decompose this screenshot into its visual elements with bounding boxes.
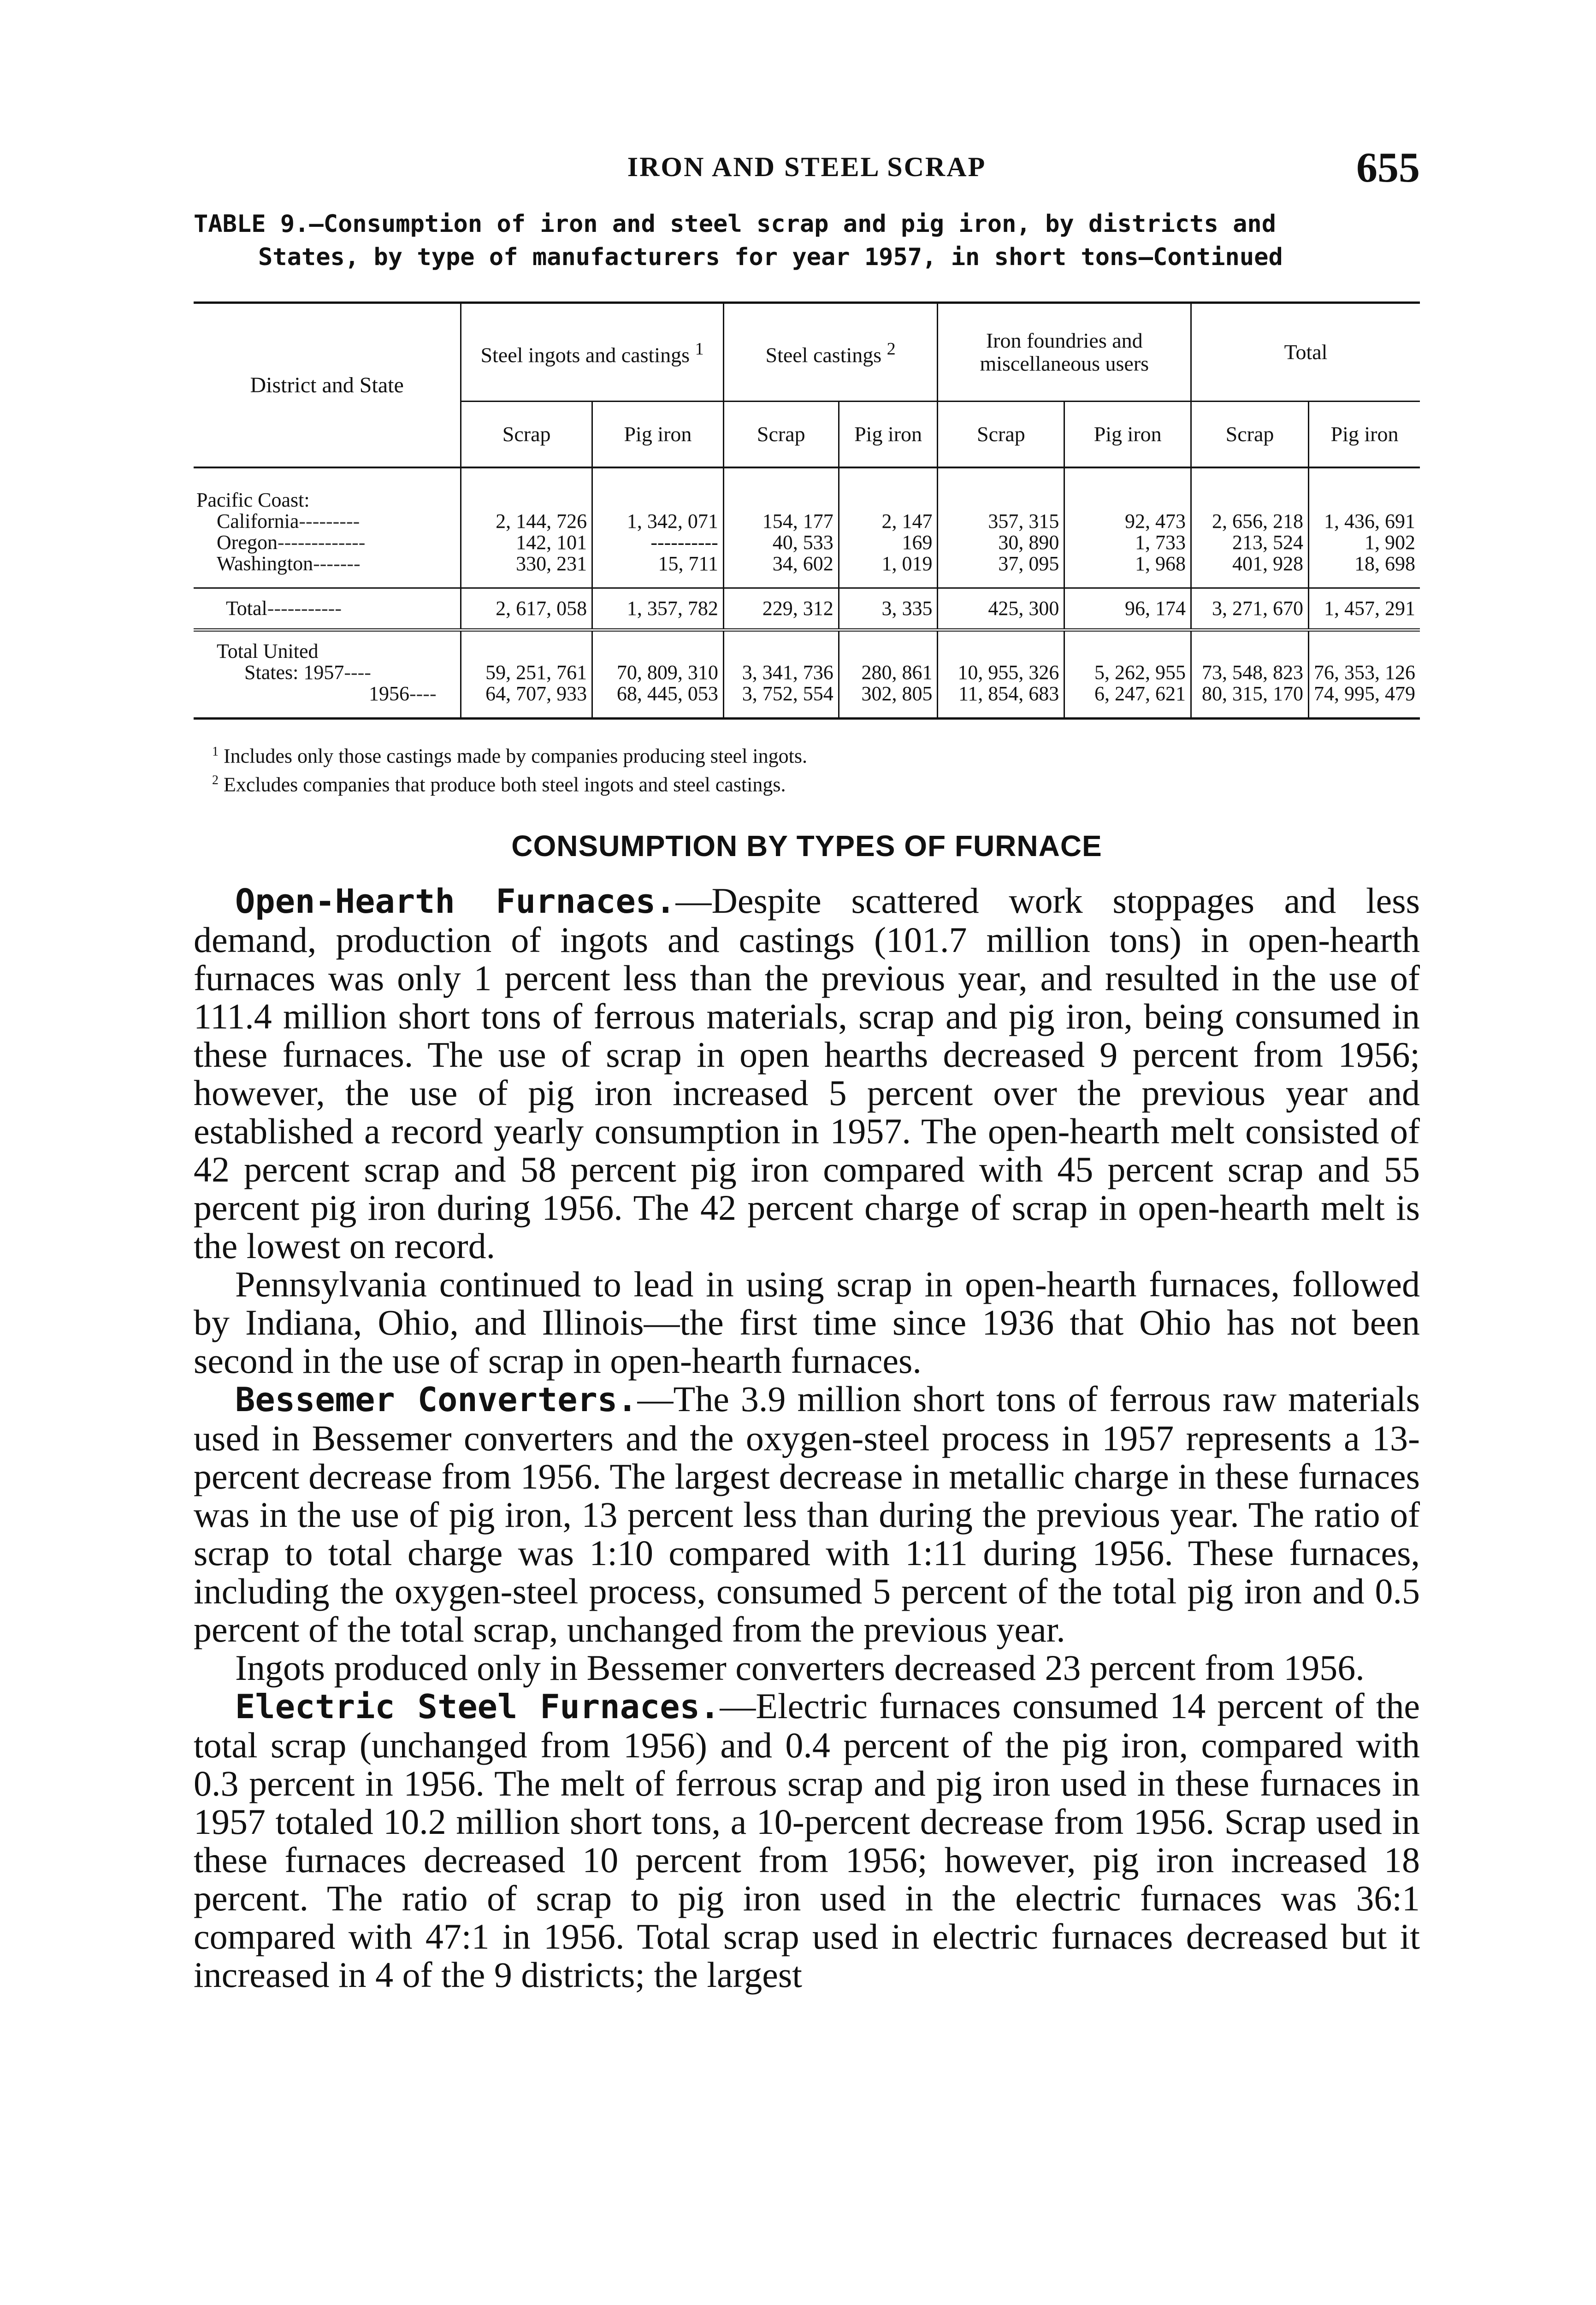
- cell: 68, 445, 053: [592, 683, 724, 704]
- paragraph-bessemer: Bessemer Converters.—The 3.9 million short tons of ferrous raw materials used in Bessemer converters and the oxygen-steel process in 1957 represents a 13-percent decrease from 1956. The largest decrease in metallic charge in these furnaces was in the use of pig iron, 13 percent less than during the previous year. The ratio of scrap to total charge was 1:10 compared with 1:11 during 1956. These furnaces, including the oxygen-steel process, consumed 5 percent of the total pig iron and 0.5 percent of the total scrap, unchanged from the previous year.: [194, 1379, 1420, 1650]
- region-row: [194, 467, 1420, 511]
- cell: 2, 147: [839, 511, 938, 532]
- group-header-iron-foundries: Iron foundries and miscellaneous users: [938, 304, 1191, 402]
- page-number: 655: [1356, 144, 1420, 191]
- body-text: [194, 881, 1420, 1994]
- sub-header-scrap: Scrap: [461, 402, 592, 468]
- cell: 18, 698: [1308, 553, 1420, 574]
- cell: 10, 955, 326: [938, 662, 1064, 683]
- cell: 6, 247, 621: [1064, 683, 1191, 704]
- group-header-steel-ingots: Steel ingots and castings $^1$: [461, 304, 724, 402]
- total-label: Total-----------: [194, 588, 461, 630]
- cell: 34, 602: [723, 553, 839, 574]
- table-caption: [194, 207, 1420, 274]
- us-year-label: States: 1957----: [244, 661, 371, 684]
- us-year-label: 1956----: [369, 682, 437, 705]
- cell: 2, 656, 218: [1191, 511, 1309, 532]
- cell: 213, 524: [1191, 532, 1309, 553]
- document-page: [194, 144, 1420, 1995]
- paragraph-pennsylvania: Pennsylvania continued to lead in using scrap in open-hearth furnaces, followed by Indiana, Ohio, and Illinois—the first time since 1936 that Ohio has not been second in the use of scrap in open-hearth furnaces.: [194, 1264, 1420, 1381]
- group-header-total: Total: [1191, 304, 1420, 402]
- region-label: Pacific Coast:: [196, 489, 310, 511]
- section-heading: CONSUMPTION BY TYPES OF FURNACE: [511, 829, 1102, 863]
- cell: 3, 341, 736: [723, 662, 839, 683]
- table-group-header-row: [194, 304, 1420, 402]
- cell: 3, 271, 670: [1191, 588, 1309, 630]
- running-head: [194, 144, 1420, 198]
- cell: 169: [839, 532, 938, 553]
- cell: 80, 315, 170: [1191, 683, 1309, 704]
- cell: 154, 177: [723, 511, 839, 532]
- cell: 64, 707, 933: [461, 683, 592, 704]
- table-row-us-1957: [194, 662, 1420, 683]
- cell: 2, 144, 726: [461, 511, 592, 532]
- table-caption-line-2: States, by type of manufacturers for year 1957, in short tons—Continued: [258, 243, 1283, 271]
- state-label: Oregon-------------: [217, 531, 366, 554]
- sub-header-scrap: Scrap: [938, 402, 1064, 468]
- cell: 1, 457, 291: [1308, 588, 1420, 630]
- cell: 59, 251, 761: [461, 662, 592, 683]
- spacer-row: [194, 574, 1420, 588]
- sub-header-pig-iron: Pig iron: [592, 402, 724, 468]
- footnote-1: $^1$ Includes only those castings made by companies producing steel ingots.: [212, 745, 807, 768]
- cell: 74, 995, 479: [1308, 683, 1420, 704]
- cell: 1, 342, 071: [592, 511, 724, 532]
- cell: 70, 809, 310: [592, 662, 724, 683]
- cell: 76, 353, 126: [1308, 662, 1420, 683]
- sub-header-scrap: Scrap: [723, 402, 839, 468]
- table-footnotes: [194, 740, 1420, 797]
- table-row-us-1956: [194, 683, 1420, 704]
- running-title: IRON AND STEEL SCRAP: [627, 152, 987, 182]
- sub-header-pig-iron: Pig iron: [839, 402, 938, 468]
- cell: 3, 752, 554: [723, 683, 839, 704]
- cell: 229, 312: [723, 588, 839, 630]
- cell: 1, 019: [839, 553, 938, 574]
- cell: 96, 174: [1064, 588, 1191, 630]
- cell: 73, 548, 823: [1191, 662, 1309, 683]
- cell: 1, 436, 691: [1308, 511, 1420, 532]
- state-label: Washington-------: [217, 552, 361, 575]
- consumption-table: [194, 304, 1420, 717]
- cell: 30, 890: [938, 532, 1064, 553]
- cell: 5, 262, 955: [1064, 662, 1191, 683]
- district-column-header: District and State: [194, 304, 461, 467]
- cell: 1, 357, 782: [592, 588, 724, 630]
- cell: 302, 805: [839, 683, 938, 704]
- cell: 280, 861: [839, 662, 938, 683]
- sub-header-pig-iron: Pig iron: [1064, 402, 1191, 468]
- cell: 330, 231: [461, 553, 592, 574]
- state-label: California---------: [217, 510, 360, 532]
- cell: 3, 335: [839, 588, 938, 630]
- paragraph-ingots: Ingots produced only in Bessemer converters decreased 23 percent from 1956.: [235, 1648, 1365, 1688]
- cell: 425, 300: [938, 588, 1064, 630]
- cell: 1, 902: [1308, 532, 1420, 553]
- table-row: [194, 553, 1420, 574]
- consumption-table-wrapper: [194, 301, 1420, 720]
- cell: 92, 473: [1064, 511, 1191, 532]
- cell: 11, 854, 683: [938, 683, 1064, 704]
- cell: 1, 968: [1064, 553, 1191, 574]
- cell: 15, 711: [592, 553, 724, 574]
- us-total-label-row: [194, 630, 1420, 662]
- spacer-row: [194, 704, 1420, 717]
- group-header-steel-castings: Steel castings $^2$: [723, 304, 938, 402]
- sub-header-pig-iron: Pig iron: [1308, 402, 1420, 468]
- cell: ----------: [592, 532, 724, 553]
- table-row: [194, 511, 1420, 532]
- paragraph-open-hearth: Open-Hearth Furnaces.—Despite scattered work stoppages and less demand, production of ingots and castings (101.7 million tons) in open-hearth furnaces was only 1 percent less than the previous year, and resulted in the use of 111.4 million short tons of ferrous materials, scrap and pig iron, being consumed in these furnaces. The use of scrap in open hearths decreased 9 percent from 1956; however, the use of pig iron increased 5 percent over the previous year and established a record yearly consumption in 1957. The open-hearth melt consisted of 42 percent scrap and 58 percent pig iron compared with 45 percent scrap and 55 percent pig iron during 1956. The 42 percent charge of scrap in open-hearth melt is the lowest on record.: [194, 881, 1420, 1266]
- cell: 2, 617, 058: [461, 588, 592, 630]
- sub-header-scrap: Scrap: [1191, 402, 1309, 468]
- cell: 1, 733: [1064, 532, 1191, 553]
- us-total-label: Total United: [194, 630, 461, 662]
- cell: 40, 533: [723, 532, 839, 553]
- cell: 142, 101: [461, 532, 592, 553]
- table-row: [194, 532, 1420, 553]
- paragraph-electric: Electric Steel Furnaces.—Electric furnaces consumed 14 percent of the total scrap (unchanged from 1956) and 0.4 percent of the pig iron, compared with 0.3 percent in 1956. The melt of ferrous scrap and pig iron used in these furnaces in 1957 totaled 10.2 million short tons, a 10-percent decrease from 1956. Scrap used in these furnaces decreased 10 percent from 1956; however, pig iron increased 18 percent. The ratio of scrap to pig iron used in the electric furnaces was 36:1 compared with 47:1 in 1956. Total scrap used in electric furnaces decreased but it increased in 4 of the 9 districts; the largest: [194, 1686, 1420, 1995]
- footnote-2: $^2$ Excludes companies that produce both steel ingots and steel castings.: [212, 773, 786, 796]
- cell: 401, 928: [1191, 553, 1309, 574]
- total-row: [194, 588, 1420, 630]
- table-caption-line-1: TABLE 9.—Consumption of iron and steel scrap and pig iron, by districts and: [194, 210, 1276, 238]
- cell: 37, 095: [938, 553, 1064, 574]
- cell: 357, 315: [938, 511, 1064, 532]
